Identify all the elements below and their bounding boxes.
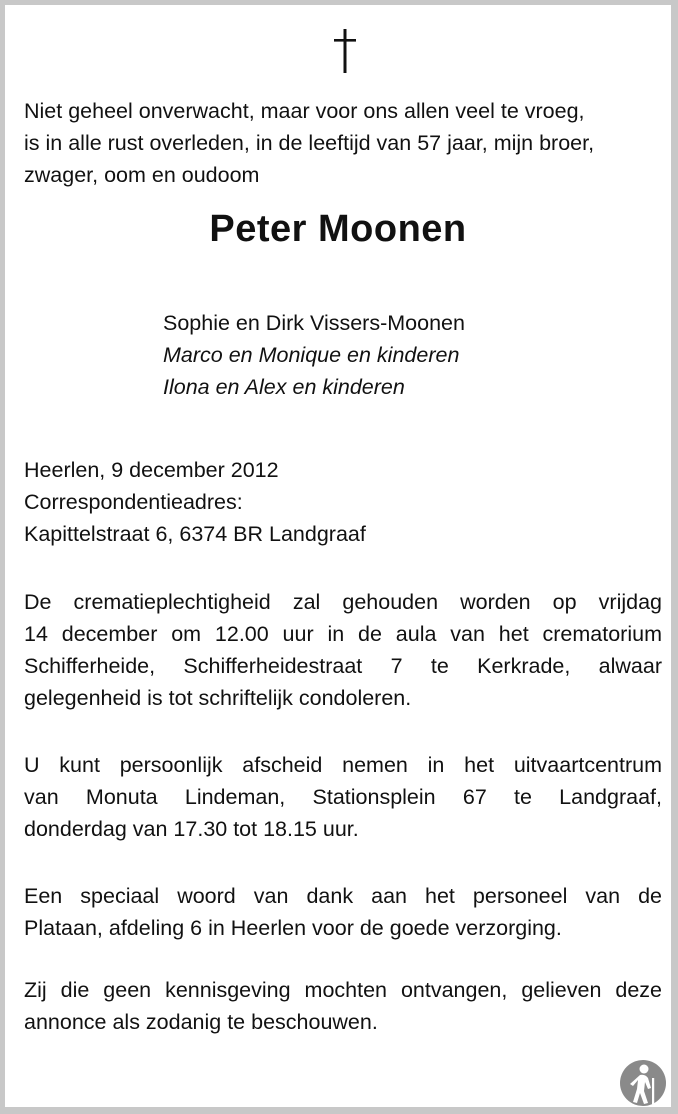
paragraph-line: Een speciaal woord van dank aan het personeel van de [24,884,662,908]
family-member: Sophie en Dirk Vissers-Moonen [163,311,465,335]
paragraph-line: U kunt persoonlijk afscheid nemen in het uitvaartcentrum [24,753,662,777]
correspondence-address: Kapittelstraat 6, 6374 BR Landgraaf [24,522,366,546]
farewell-paragraph [24,749,662,845]
intro-text [24,95,664,191]
intro-line: zwager, oom en oudoom [24,163,260,187]
paragraph-line: Plataan, afdeling 6 in Heerlen voor de goede verzorging. [24,916,562,940]
address-block [24,454,664,550]
family-member: Marco en Monique en kinderen [163,343,460,367]
family-list [163,307,643,403]
place-date: Heerlen, 9 december 2012 [24,458,279,482]
family-member: Ilona en Alex en kinderen [163,375,405,399]
paragraph-line: annonce als zodanig te beschouwen. [24,1010,378,1034]
thanks-paragraph [24,880,662,944]
paragraph-line: Schifferheide, Schifferheidestraat 7 te Kerkrade, alwaar [24,654,662,678]
correspondence-label: Correspondentieadres: [24,490,243,514]
cross-icon [325,27,365,75]
paragraph-line: 14 december om 12.00 uur in de aula van het crematorium [24,622,662,646]
walking-figure-logo-icon [618,1058,668,1108]
intro-line: is in alle rust overleden, in de leeftijd van 57 jaar, mijn broer, [24,131,595,155]
paragraph-line: donderdag van 17.30 tot 18.15 uur. [24,817,359,841]
obituary-card [5,5,671,1107]
deceased-name: Peter Moonen [209,208,467,250]
closing-paragraph [24,974,662,1038]
paragraph-line: van Monuta Lindeman, Stationsplein 67 te Landgraaf, [24,785,662,809]
paragraph-line: gelegenheid is tot schriftelijk condoleren. [24,686,412,710]
paragraph-line: De crematieplechtigheid zal gehouden worden op vrijdag [24,590,662,614]
intro-line: Niet geheel onverwacht, maar voor ons allen veel te vroeg, [24,99,585,123]
cremation-paragraph [24,586,662,714]
paragraph-line: Zij die geen kennisgeving mochten ontvangen, gelieven deze [24,978,662,1002]
